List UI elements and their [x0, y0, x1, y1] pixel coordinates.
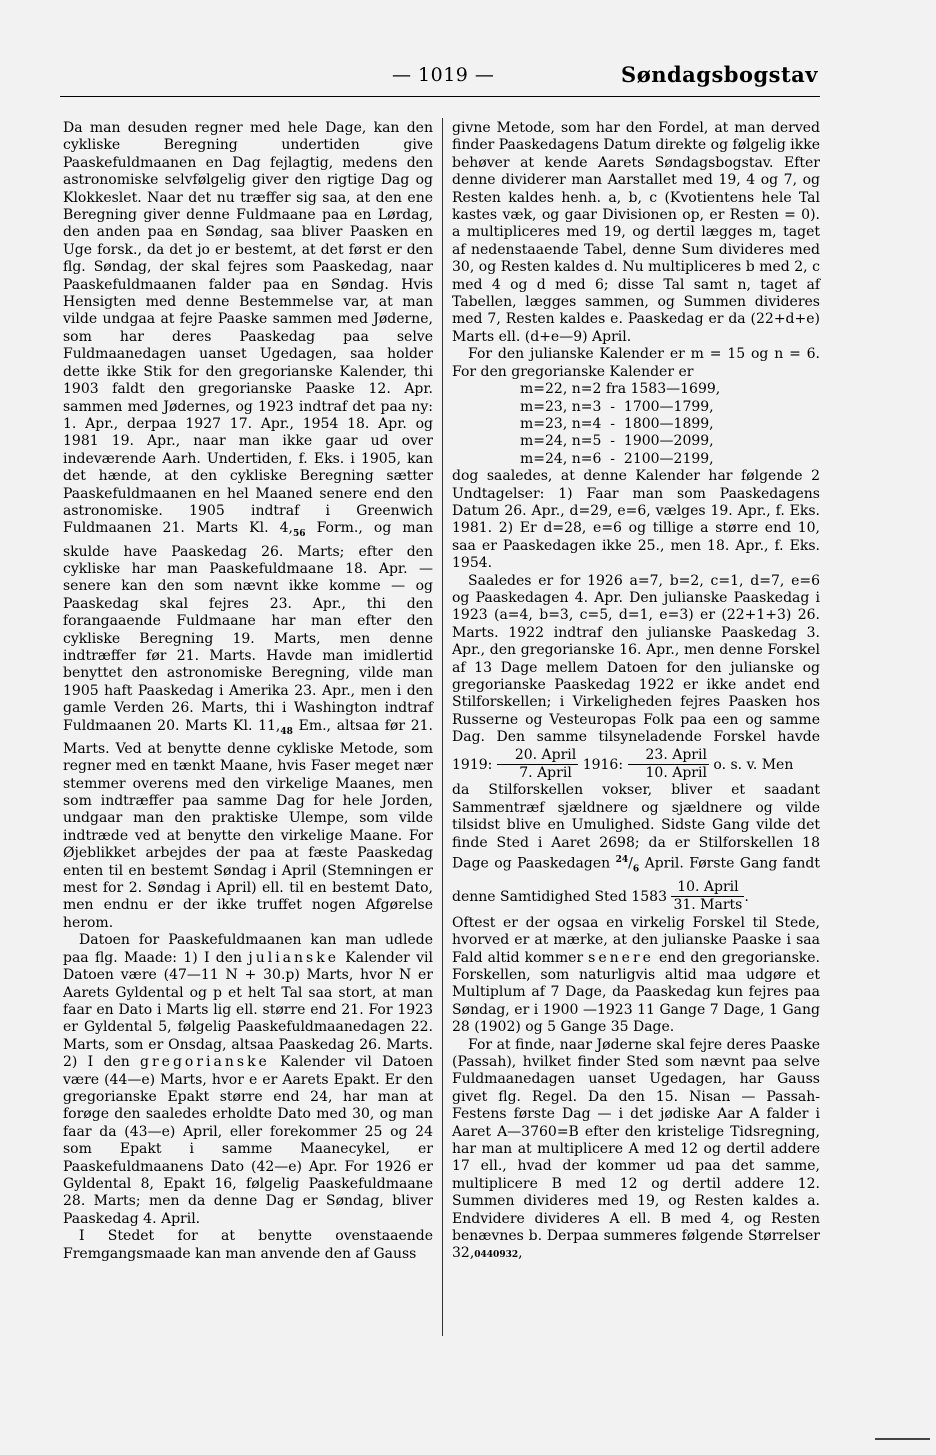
table-row: m=23, n=3 - 1700—1799,	[520, 398, 714, 415]
paragraph: givne Metode, som har den Fordel, at man derved finder Paaskedagens Datum direkte og følgelig ikke behøver at kende Aarets Søndagsbogstav. Efter denne dividerer man Aarstallet med 19, 4 og 7, og Resten kaldes henh. a, b, c (Kvotientens hele Tal kastes væk, og gaar Divisionen op, er Resten = 0). a multipliceres med 19, og dertil lægges m, taget af nedenstaaende Tabel, denne Sum divideres med 30, og Resten kaldes d. Nu multipliceres b med 2, c med 4 og d med 6; disse Tal samt n, taget af Tabellen, lægges sammen, og Summen divideres med 7, Resten kaldes e. Paaskedag er da (22+d+e) Marts ell. (d+e—9) April.	[452, 120, 820, 345]
paragraph: Oftest er der ogsaa en virkelig Forskel til Stede, hvorved er at mærke, at den julianske Paaske i saa Fald altid kommer senere end den gregorianske. Forskellen, som naturligvis altid maa udgøre et Multiplum af 7 Dage, da Paaskedag kun fejres paa Søndag, er i 1900 —1923 11 Gange 7 Dage, 1 Gang 28 (1902) og 5 Gange 35 Dage.	[452, 914, 820, 1036]
left-column	[63, 120, 433, 1263]
right-column	[452, 120, 820, 1265]
fraction: $\frac{\text{23. April}}{\text{10. April}}$	[628, 747, 709, 783]
paragraph: da Stilforskellen vokser, bliver et saadant Sammentræf sjældnere og sjældnere og vilde tilsidst blive en Umulighed. Sidste Gang vilde det finde Sted i Aaret 2698; da er Stilforskellen 18 Dage og Paaskedagen $^{24}/_6$ April. Første Gang fandt denne Samtidighed Sted 1583 $\frac{\text{10. April}}{\text{31. Marts}}$ .	[452, 782, 820, 914]
running-title: Søndagsbogstav	[621, 62, 818, 87]
paragraph: I Stedet for at benytte ovenstaaende Fremgangsmaade kan man anvende den af Gauss	[63, 1228, 433, 1262]
table-row: m=22, n=2 fra 1583—1699,	[520, 381, 721, 398]
column-divider	[442, 118, 443, 1336]
header-rule	[60, 96, 820, 97]
paragraph: dog saaledes, at denne Kalender har følgende 2 Undtagelser: 1) Faar man som Paaskedagens Datum 26. Apr., d=29, e=6, vælges 19. Apr., f. Eks. 1981. 2) Er d=28, e=6 og tillige a større end 10, saa er Paaskedagen ikke 25., men 18. Apr., f. Eks. 1954.	[452, 468, 820, 572]
paragraph: For at finde, naar Jøderne skal fejre deres Paaske (Passah), hvilket finder Sted som nævnt paa selve Fuldmaanedagen uanset Ugedagen, har Gauss givet flg. Regel. Da den 15. Nisan — Passah-Festens første Dag — i det jødiske Aar A falder i Aaret A—3760=B efter den kristelige Tidsregning, har man at multiplicere A med 12 og dertil addere 17 ell., hvad der kommer ud paa det samme, multiplicere B med 12 og dertil addere 12. Summen divideres med 19, og Resten kaldes a. Endvidere divideres A ell. B med 4, og Resten benævnes b. Derpaa summeres følgende Størrelser 32,0440932,	[452, 1036, 820, 1262]
fraction: $\frac{\text{10. April}}{\text{31. Marts}}$	[673, 878, 743, 914]
fraction: $\frac{\text{20. April}}{\text{7. April}}$	[497, 747, 578, 783]
paragraph: Saaledes er for 1926 a=7, b=2, c=1, d=7, e=6 og Paaskedagen 4. Apr. Den julianske Paaskedag i 1923 (a=4, b=3, c=5, d=1, e=3) er (22+1+3) 26. Marts. 1922 indtraf den julianske Paaskedag 3. Apr., den gregorianske 16. Apr., men denne Forskel af 13 Dage mellem Datoen for den julianske og gregorianske Paaskedag 1922 er ikke andet end Stilforskellen; i Virkeligheden fejres Paasken hos Russerne og Vesteuropas Folk paa een og samme Dag. Den samme tilsyneladende Forskel havde 1919: $\frac{\text{20. April}}{\text{7. April}}$ 1916: $\frac{\text{23. April}}{\text{10. April}}$ o. s. v. Men	[452, 572, 820, 782]
table-row: m=23, n=4 - 1800—1899,	[520, 415, 714, 432]
table-row: m=24, n=5 - 1900—2099,	[520, 433, 714, 450]
paragraph: Datoen for Paaskefuldmaanen kan man udlede paa flg. Maade: 1) I den julianske Kalender vil Datoen være (47—11 N + 30.p) Marts, hvor N er Aarets Gyldental og p et helt Tal saa stort, at man faar en Dato i Marts lig ell. større end 21. For 1923 er Gyldental 5, følgelig Paaskefuldmaanedagen 22. Marts, som er Onsdag, altsaa Paaskedag 26. Marts. 2) I den gregorianske Kalender vil Datoen være (44—e) Marts, hvor e er Aarets Epakt. Er den gregorianske Epakt større end 24, har man at forøge den saaledes erholdte Dato med 30, og man faar da (43—e) April, eller forekommer 25 og 24 som Epakt i samme Maanecykel, er Paaskefuldmaanens Dato (42—e) Apr. For 1926 er Gyldental 8, Epakt 16, følgelig Paaskefuldmaane 28. Marts; men da denne Dag er Søndag, bliver Paaskedag 4. April.	[63, 932, 434, 1227]
page-number: — 1019 —	[392, 64, 495, 86]
table-row: m=24, n=6 - 2100—2199,	[520, 450, 714, 467]
scan-mark	[875, 1438, 930, 1440]
gregorian-table	[520, 381, 820, 468]
paragraph: Da man desuden regner med hele Dage, kan den cykliske Beregning undertiden give Paaskefuldmaanen en Dag fejlagtig, medens den astronomiske selvfølgelig giver den rigtige Dag og Klokkeslet. Naar det nu træffer sig saa, at den ene Beregning giver denne Fuldmaane paa en Lørdag, den anden paa en Søndag, saa bliver Paasken en Uge forsk., da det jo er bestemt, at det først er den flg. Søndag, der skal fejres som Paaskedag, naar Paaskefuldmaanen falder paa en Søndag. Hvis Hensigten med denne Bestemmelse var, at man vilde undgaa at fejre Paaske sammen med Jøderne, som har deres Paaskedag paa selve Fuldmaanedagen uanset Ugedagen, saa holder dette ikke Stik for den gregorianske Kalender, thi 1903 faldt den gregorianske Paaske 12. Apr. sammen med Jødernes, og 1923 indtraf det paa ny: 1. Apr., derpaa 1927 17. Apr., 1954 18. Apr. og 1981 19. Apr., naar man ikke gaar ud over indeværende Aarh. Undertiden, f. Eks. i 1905, kan det hænde, at den cykliske Beregning sætter Paaskefuldmaanen en hel Maaned senere end den astronomiske. 1905 indtraf i Greenwich Fuldmaanen 21. Marts Kl. $4,_{56}$ Form., og man skulde have Paaskedag 26. Marts; efter den cykliske har man Paaskefuldmaane 18. Apr. — senere kan den som nævnt ikke komme — og Paaskedag skal fejres 23. Apr., thi den forangaaende Fuldmaane har man efter den cykliske Beregning 19. Marts, men denne indtræffer før 21. Marts. Havde man imidlertid benyttet den astronomiske Beregning, vilde man 1905 haft Paaskedag i Amerika 23. Apr., men i den gamle Verden 26. Marts, thi i Washington indtraf Fuldmaanen 20. Marts Kl. $11,_{48}$ Em., altsaa før 21. Marts. Ved at benytte denne cykliske Metode, som regner med en tænkt Maane, hvis Faser meget nær stemmer overens med den virkelige Maanes, men som indtræffer paa samme Dag for hele Jorden, undgaar man den praktiske Ulempe, som vilde indtræde ved at benytte den virkelige Maane. For Øjeblikket arbejdes der paa at fæste Paaskedag enten til en bestemt Søndag i April (Stemningen er mest for 2. Søndag i April) ell. til en bestemt Dato, men endnu er der ikke truffet nogen Afgørelse herom.	[63, 120, 434, 931]
paragraph: For den julianske Kalender er m = 15 og n = 6. For den gregorianske Kalender er	[452, 346, 820, 380]
